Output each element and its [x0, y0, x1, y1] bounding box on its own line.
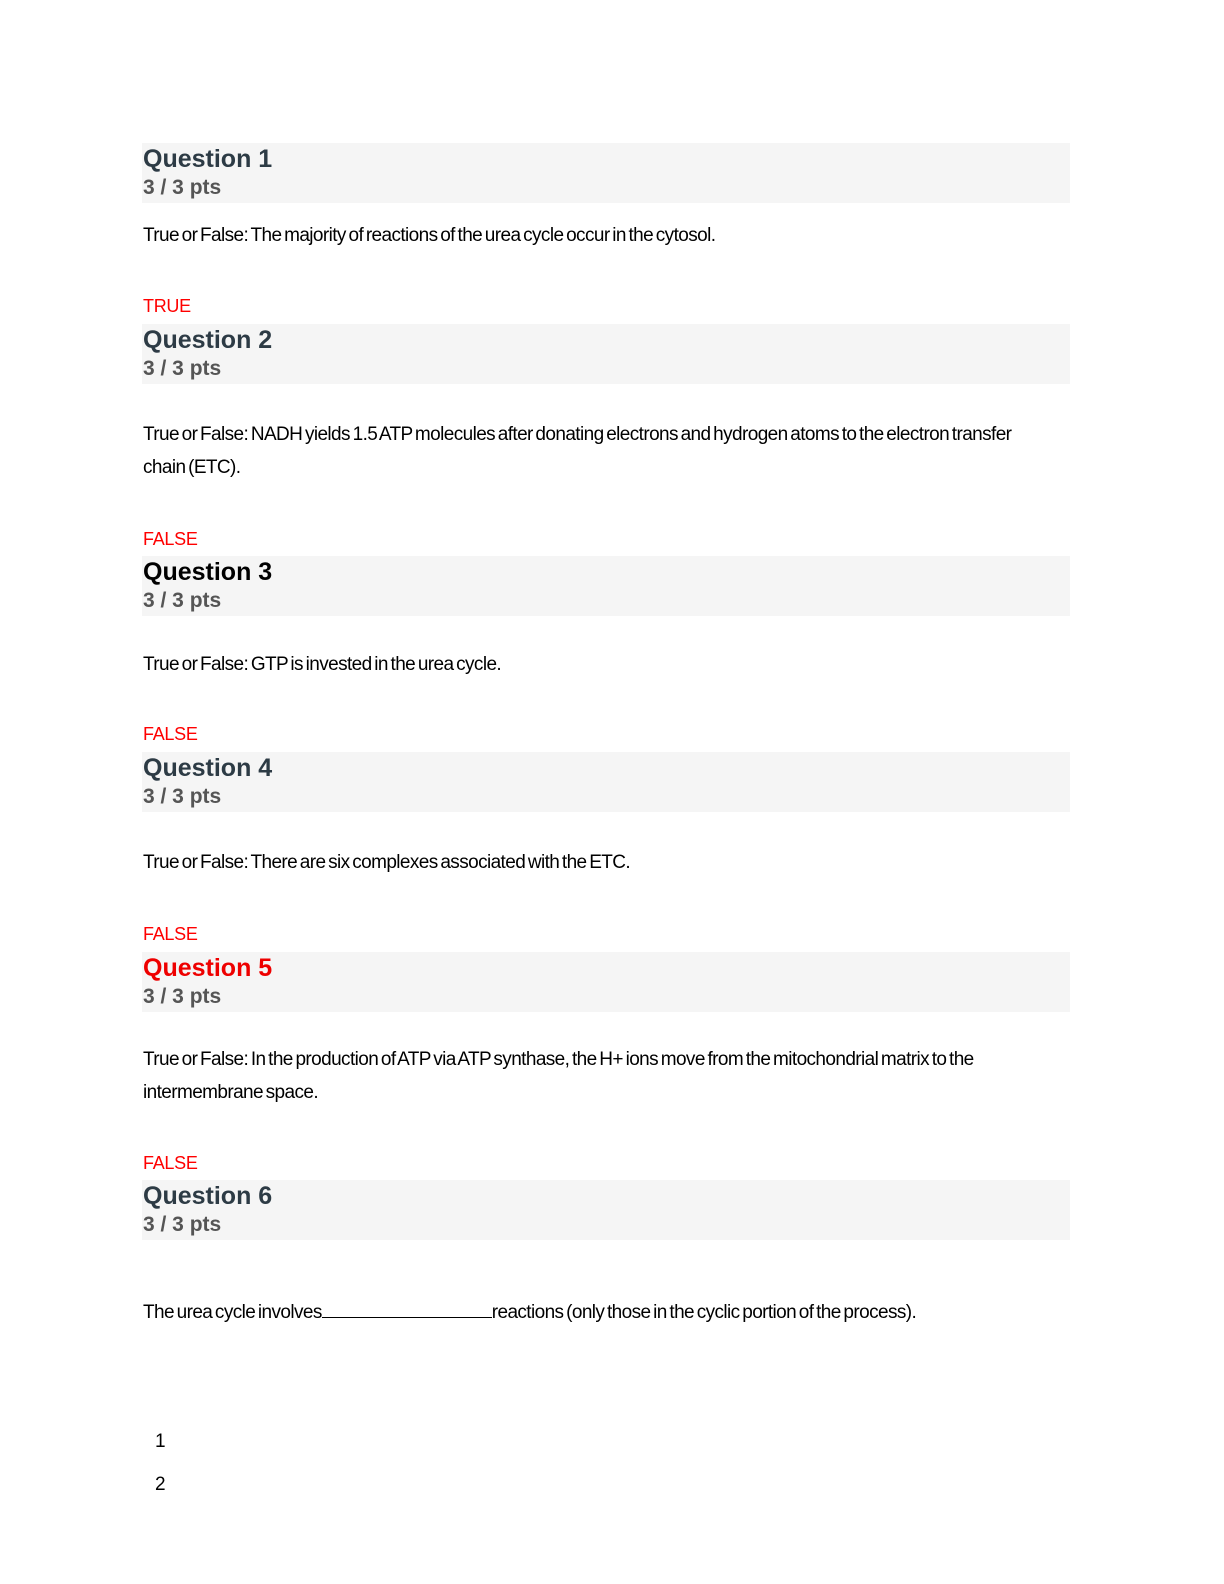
question-6-points: 3 / 3 pts	[143, 1213, 222, 1236]
question-3-points: 3 / 3 pts	[143, 589, 222, 612]
choice-item: 2	[155, 1474, 166, 1495]
question-3-title: Question 3	[143, 558, 273, 586]
question-6-header	[142, 1180, 1070, 1240]
question-2-title: Question 2	[143, 326, 273, 354]
answer-choices	[155, 1420, 166, 1506]
question-5-title: Question 5	[143, 954, 273, 982]
question-3-header	[142, 556, 1070, 616]
question-1-title: Question 1	[143, 145, 273, 173]
question-2-answer: FALSE	[143, 529, 198, 549]
question-5-header	[142, 952, 1070, 1012]
question-2-points: 3 / 3 pts	[143, 357, 222, 380]
question-4-text: True or False: There are six complexes associated with the ETC.	[143, 852, 631, 873]
question-6-text-after: reactions (only those in the cyclic portion of the process).	[491, 1302, 917, 1323]
question-3-text: True or False: GTP is invested in the urea cycle.	[143, 654, 502, 675]
question-5-text: True or False: In the production of ATP via ATP synthase, the H+ ions move from the mitochondrial matrix to the intermembrane space.	[143, 1049, 974, 1103]
question-3-answer: FALSE	[143, 724, 198, 744]
question-2-header	[142, 324, 1070, 384]
question-1-answer: TRUE	[143, 296, 191, 316]
question-1-text: True or False: The majority of reactions of the urea cycle occur in the cytosol.	[143, 225, 716, 246]
fill-in-blank	[322, 1299, 492, 1318]
question-1-points: 3 / 3 pts	[143, 176, 222, 199]
question-6-title: Question 6	[143, 1182, 273, 1210]
choice-item: 1	[155, 1431, 166, 1452]
question-4-answer: FALSE	[143, 924, 198, 944]
question-4-title: Question 4	[143, 754, 273, 782]
question-6-text	[143, 1296, 963, 1329]
question-4-points: 3 / 3 pts	[143, 785, 222, 808]
question-1-header	[142, 143, 1070, 203]
question-2-text: True or False: NADH yields 1.5 ATP molecules after donating electrons and hydrogen atoms to the electron transfer chain (ETC).	[143, 424, 1012, 478]
question-6-text-before: The urea cycle involves	[143, 1302, 322, 1323]
question-5-points: 3 / 3 pts	[143, 985, 222, 1008]
question-4-header	[142, 752, 1070, 812]
question-5-answer: FALSE	[143, 1153, 198, 1173]
